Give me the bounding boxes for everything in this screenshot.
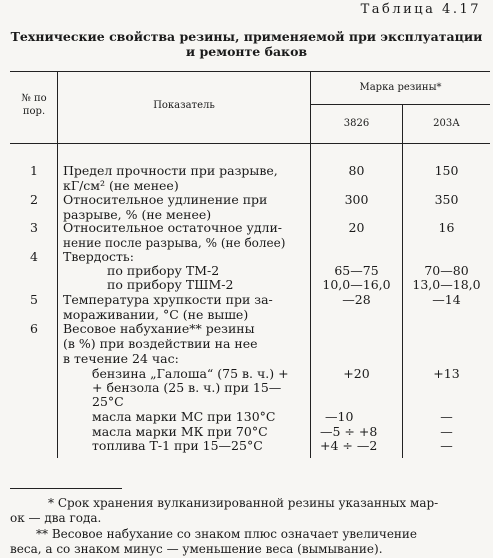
value-3826: 10,0—16,0 xyxy=(322,277,391,292)
value-3826: +4 ÷ —2 xyxy=(320,438,378,453)
header-bottom-rule xyxy=(10,143,490,144)
footnote-1-line-2: ок — два года. xyxy=(10,511,102,525)
row-text-line: 25°С xyxy=(92,394,124,409)
footnote-separator xyxy=(10,488,122,489)
row-text-line: мораживании, °С (не выше) xyxy=(63,307,249,322)
row-text-line: Весовое набухание** резины xyxy=(63,321,255,336)
value-3826: 65—75 xyxy=(334,263,379,278)
value-3826: +20 xyxy=(343,366,370,381)
value-203a: +13 xyxy=(433,366,460,381)
row-number: 3 xyxy=(30,220,38,235)
footnote-2-line-2: веса, а со знаком минус — уменьшение веса (вымывание). xyxy=(10,542,383,556)
row-text-line: топлива Т-1 при 15—25°С xyxy=(92,438,263,453)
header-rubber-brand: Марка резины* xyxy=(359,82,442,93)
row-text-line: Относительное остаточное удли- xyxy=(63,220,283,235)
table-title-line-2: и ремонте баков xyxy=(185,44,308,59)
row-text-line: масла марки МК при 70°С xyxy=(92,424,268,439)
row-text-line: Твердость: xyxy=(63,249,134,264)
row-text-line: по прибору ТШМ-2 xyxy=(107,277,234,292)
value-203a: —14 xyxy=(432,292,461,307)
row-text-line: (в %) при воздействии на нее xyxy=(63,336,258,351)
value-203a: 150 xyxy=(434,163,459,178)
header-row-number: № по пор. xyxy=(21,93,47,117)
row-text-line: разрыве, % (не менее) xyxy=(63,207,212,222)
row-number: 1 xyxy=(30,163,38,178)
value-203a: 16 xyxy=(438,220,455,235)
value-3826: 20 xyxy=(348,220,365,235)
row-number: 4 xyxy=(30,249,38,264)
header-brand-3826: 3826 xyxy=(343,118,370,129)
row-text-line: по прибору ТМ-2 xyxy=(107,263,220,278)
row-text-line: бензина „Галоша“ (75 в. ч.) + xyxy=(92,366,289,381)
value-3826: 80 xyxy=(348,163,365,178)
value-203a: 13,0—18,0 xyxy=(412,277,481,292)
value-203a: 350 xyxy=(434,192,459,207)
footnote-1-line-1: * Срок хранения вулканизированной резины указанных мар- xyxy=(48,496,439,510)
value-203a: — xyxy=(440,438,453,453)
footnote-2-line-1: ** Весовое набухание со знаком плюс означает увеличение xyxy=(36,527,418,541)
value-3826: —5 ÷ +8 xyxy=(320,424,378,439)
value-203a: — xyxy=(440,424,453,439)
col-divider-1 xyxy=(57,71,58,458)
row-text-line: Предел прочности при разрыве, xyxy=(63,163,278,178)
row-text-line: нение после разрыва, % (не более) xyxy=(63,236,286,250)
row-text-line: в течение 24 час: xyxy=(63,351,179,366)
value-203a: — xyxy=(440,409,453,424)
value-3826: 300 xyxy=(344,192,369,207)
row-number: 6 xyxy=(30,321,38,336)
table-top-rule xyxy=(10,71,490,72)
header-indicator: Показатель xyxy=(153,100,215,111)
row-text-line: Температура хрупкости при за- xyxy=(63,292,273,307)
brand-header-rule xyxy=(310,104,490,105)
table-title-line-1: Технические свойства резины, применяемой при эксплуатации xyxy=(10,29,483,44)
value-3826: —28 xyxy=(342,292,371,307)
value-203a: 70—80 xyxy=(424,263,469,278)
row-text-line: + бензола (25 в. ч.) при 15— xyxy=(92,380,282,395)
value-3826: —10 xyxy=(325,409,354,424)
row-text-line: Относительное удлинение при xyxy=(63,192,268,207)
row-text-line: кГ/см² (не менее) xyxy=(63,178,179,193)
table-number: Таблица 4.17 xyxy=(360,2,481,17)
header-brand-203a: 203А xyxy=(433,118,460,129)
row-number: 2 xyxy=(30,192,38,207)
row-number: 5 xyxy=(30,292,38,307)
row-text-line: масла марки МС при 130°С xyxy=(92,409,276,424)
